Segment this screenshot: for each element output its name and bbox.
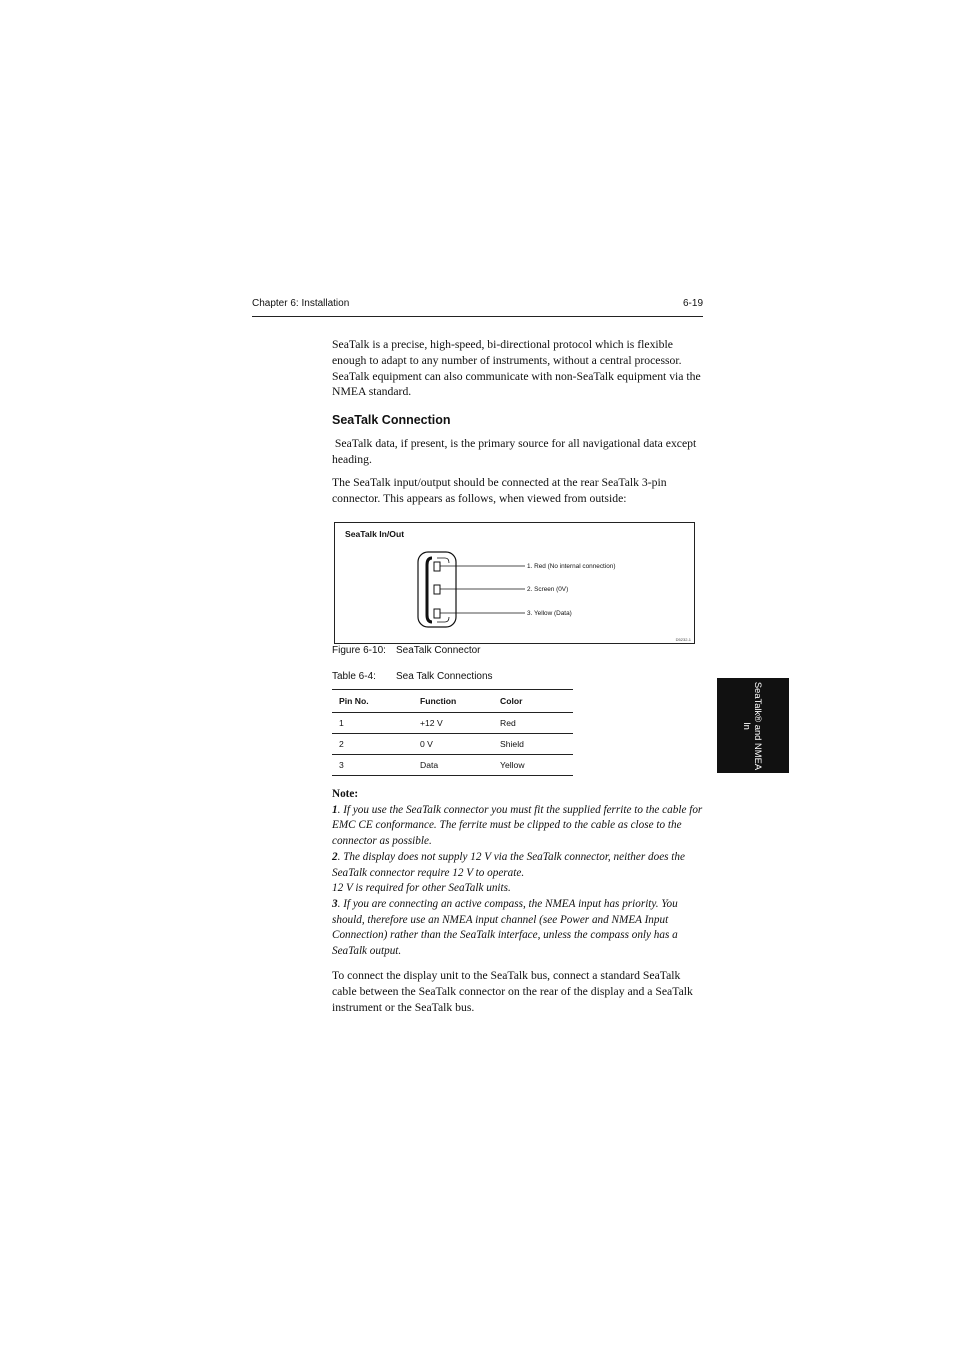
cell-color: Red (493, 713, 573, 734)
connector-figure (334, 522, 695, 644)
note-block (332, 787, 704, 960)
header-pin: Pin No. (332, 690, 413, 713)
connector-key (427, 558, 432, 622)
note-item-3: 3. If you are connecting an active compass, the NMEA input has priority. You should, therefore use an NMEA input channel (see Power and NMEA Input Connection) rather than the SeaTalk interface, unless the compass only has a SeaTalk output. (332, 897, 678, 958)
closing-paragraph: To connect the display unit to the SeaTalk bus, connect a standard SeaTalk cable between the SeaTalk connector on the rear of the display and a SeaTalk instrument or the SeaTalk bus. (332, 969, 693, 1014)
figure-number: Figure 6-10: (332, 645, 386, 656)
pin-label-1: 1. Red (No internal connection) (527, 563, 616, 570)
page-number: 6-19 (682, 298, 703, 309)
table-number: Table 6-4: (332, 671, 376, 682)
connections-table (332, 689, 573, 776)
header-function: Function (413, 690, 493, 713)
figure-caption-text: SeaTalk Connector (396, 645, 481, 656)
pin-label-3: 3. Yellow (Data) (527, 610, 572, 617)
table-header-row (332, 690, 573, 713)
cell-pin: 3 (332, 755, 413, 776)
pin-2 (434, 585, 440, 594)
pin-1 (434, 562, 440, 571)
connector-diagram (335, 523, 694, 643)
table-row (332, 713, 573, 734)
chapter-title: Chapter 6: Installation (252, 298, 350, 309)
cell-pin: 2 (332, 734, 413, 755)
note-item-1: 1. If you use the SeaTalk connector you must fit the supplied ferrite to the cable for EMC CE conformance. The ferrite must be clipped to the cable as close to the connector as possible. (332, 803, 703, 848)
table-caption-text: Sea Talk Connections (396, 671, 493, 682)
intro-paragraph: SeaTalk is a precise, high-speed, bi-directional protocol which is flexible enough to adapt to any number of instruments, without a central processor. SeaTalk equipment can also communicate with non-SeaTalk equipment via the NMEA standard. (332, 338, 701, 399)
cell-function: Data (413, 755, 493, 776)
cell-function: 0 V (413, 734, 493, 755)
cell-color: Yellow (493, 755, 573, 776)
connector-paragraph: The SeaTalk input/output should be connected at the rear SeaTalk 3-pin connector. This appears as follows, when viewed from outside: (332, 476, 667, 505)
side-tab-text: SeaTalk® and NMEA In (742, 681, 764, 770)
primary-source-paragraph: SeaTalk data, if present, is the primary source for all navigational data except heading. (332, 437, 700, 466)
pin-3 (434, 609, 440, 618)
cell-color: Shield (493, 734, 573, 755)
note-title: Note: (332, 788, 359, 800)
chapter-side-tab (717, 678, 789, 773)
section-heading: SeaTalk Connection (332, 413, 451, 427)
figure-code: D5232-1 (675, 637, 691, 642)
cell-pin: 1 (332, 713, 413, 734)
table-row (332, 755, 573, 776)
cell-function: +12 V (413, 713, 493, 734)
table-row (332, 734, 573, 755)
header-color: Color (493, 690, 573, 713)
figure-caption (332, 645, 481, 656)
figure-title: SeaTalk In/Out (345, 529, 405, 539)
pin-label-2: 2. Screen (0V) (527, 586, 569, 593)
note-item-2: 2. The display does not supply 12 V via the SeaTalk connector, neither does the SeaTalk connector require 12 V to operate. (332, 850, 685, 879)
running-header (252, 297, 703, 317)
note-extra-line: 12 V is required for other SeaTalk units. (332, 882, 511, 895)
table-caption (332, 671, 493, 682)
